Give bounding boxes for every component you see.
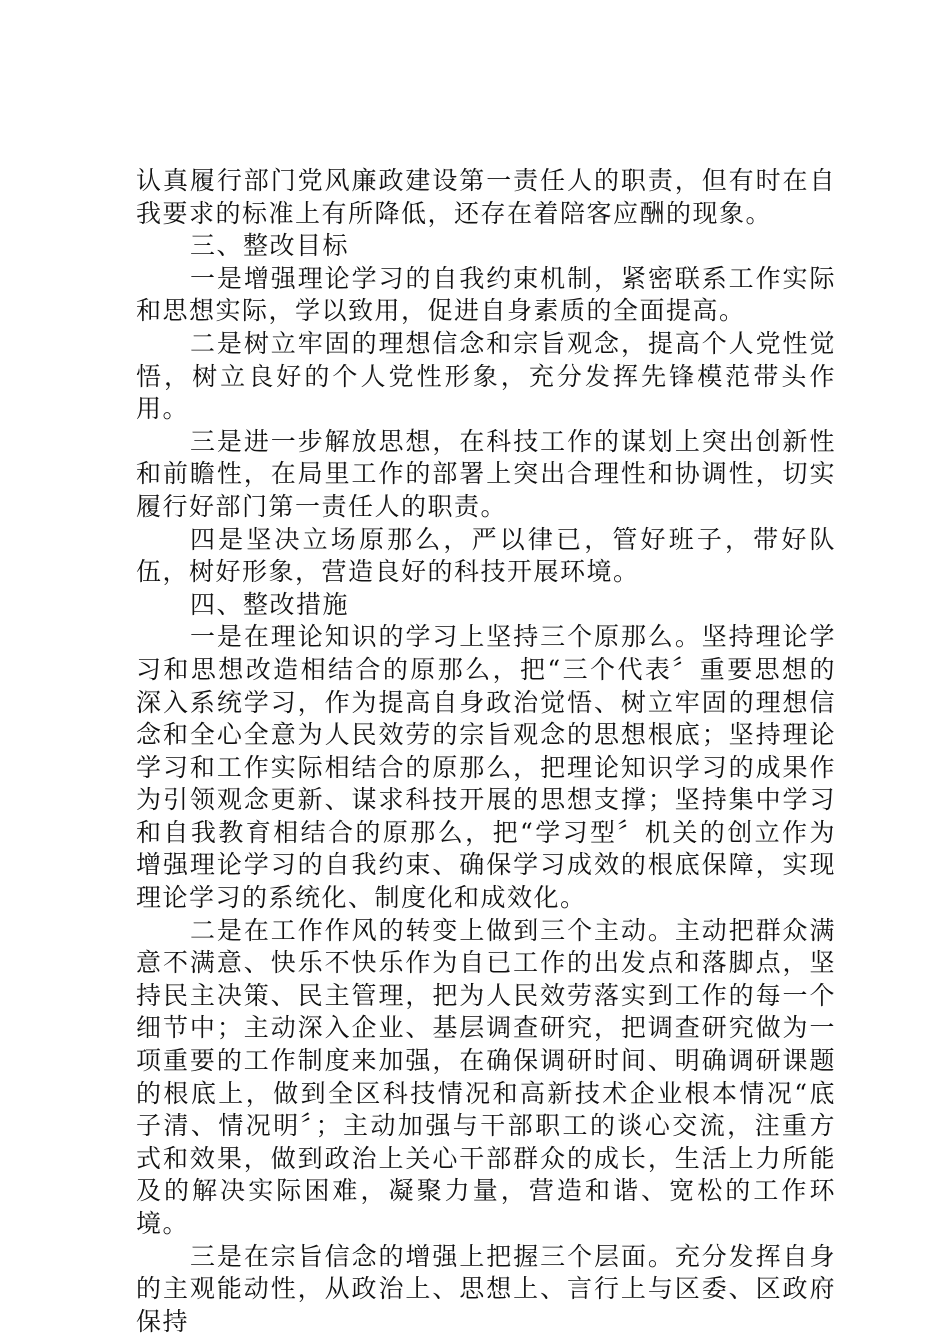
- paragraph-7: 二是在工作作风的转变上做到三个主动。主动把群众满意不满意、快乐不快乐作为自已工作的出发点和落脚点，坚持民主决策、民主管理，把为人民效劳落实到工作的每一个细节中；主动深入企业、基层调查研究，把调查研究做为一项重要的工作制度来加强，在确保调研时间、明确调研课题的根底上，做到全区科技情况和高新技术企业根本情况“底子清、情况明〞；主动加强与干部职工的谈心交流，注重方式和效果，做到政治上关心干部群众的成长，生活上力所能及的解决实际困难，凝聚力量，营造和谐、宽松的工作环境。: [136, 915, 836, 1238]
- section-heading-4: 四、整改措施: [190, 589, 350, 619]
- paragraph-8: 三是在宗旨信念的增强上把握三个层面。充分发挥自身的主观能动性，从政治上、思想上、言行上与区委、区政府保持: [136, 1241, 836, 1336]
- paragraph-3: 二是树立牢固的理想信念和宗旨观念，提高个人党性觉悟，树立良好的个人党性形象，充分发挥先锋模范带头作用。: [136, 328, 836, 424]
- paragraph-5: 四是坚决立场原那么，严以律已，管好班子，带好队伍，树好形象，营造良好的科技开展环境。: [136, 524, 836, 587]
- paragraph-1: 认真履行部门党风廉政建设第一责任人的职责，但有时在自我要求的标准上有所降低，还存在着陪客应酬的现象。: [136, 166, 836, 228]
- paragraph-4: 三是进一步解放思想，在科技工作的谋划上突出创新性和前瞻性，在局里工作的部署上突出合理性和协调性，切实履行好部门第一责任人的职责。: [136, 426, 836, 521]
- paragraph-6: 一是在理论知识的学习上坚持三个原那么。坚持理论学习和思想改造相结合的原那么，把“三个代表〞重要思想的深入系统学习，作为提高自身政治觉悟、树立牢固的理想信念和全心全意为人民效劳的宗旨观念的思想根底；坚持理论学习和工作实际相结合的原那么，把理论知识学习的成果作为引领观念更新、谋求科技开展的思想支撑；坚持集中学习和自我教育相结合的原那么，把“学习型〞机关的创立作为增强理论学习的自我约束、确保学习成效的根底保障，实现理论学习的系统化、制度化和成效化。: [136, 622, 836, 913]
- document-body: [136, 165, 836, 1338]
- paragraph-2: 一是增强理论学习的自我约束机制，紧密联系工作实际和思想实际，学以致用，促进自身素质的全面提高。: [136, 263, 836, 326]
- section-heading-3: 三、整改目标: [190, 231, 350, 261]
